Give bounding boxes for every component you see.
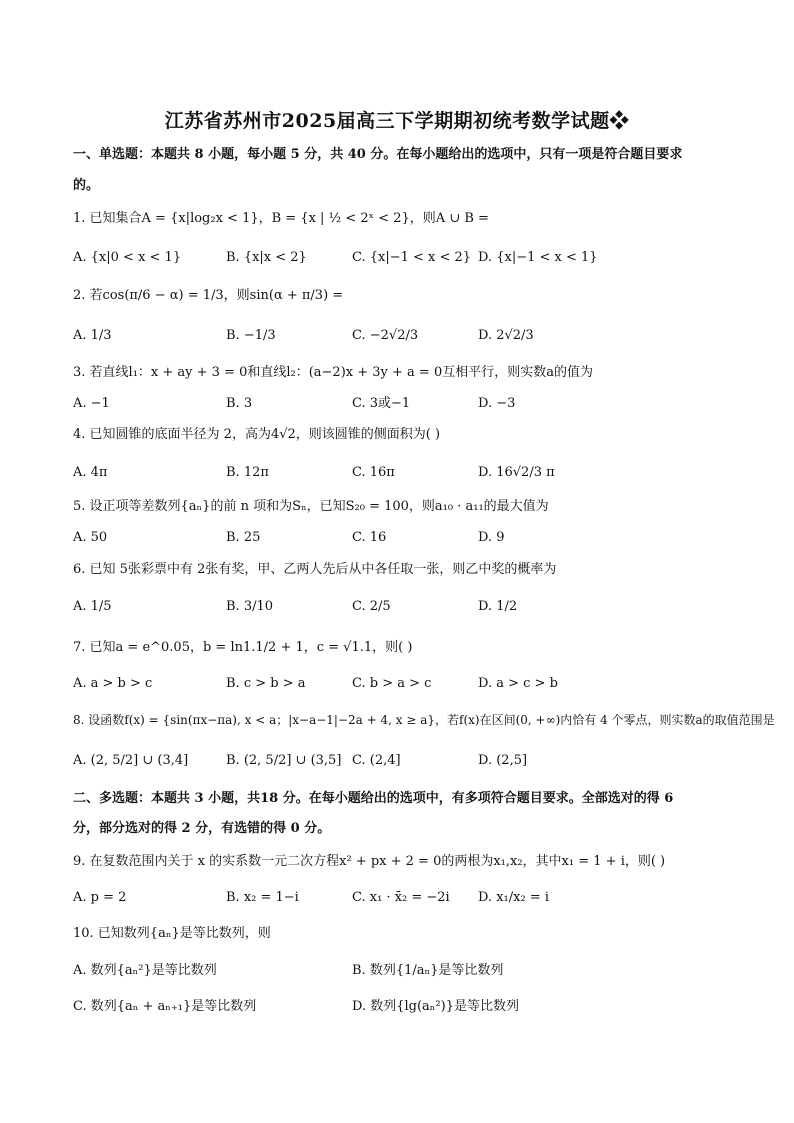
question-5-option-d: D. 9 [478,530,505,545]
section1-heading-line1: 一、单选题：本题共 8 小题，每小题 5 分，共 40 分。在每小题给出的选项中，只有一项是符合题目要求 [73,147,683,162]
question-6-option-a: A. 1/5 [73,599,112,614]
question-4-option-c: C. 16π [352,465,395,480]
question-3-option-c: C. 3或−1 [352,396,411,411]
question-3-option-a: A. −1 [73,396,110,411]
question-9-option-a: A. p = 2 [73,890,127,905]
question-5-option-b: B. 25 [226,530,261,545]
question-6-option-c: C. 2/5 [352,599,391,614]
question-5-stem: 5. 设正项等差数列{aₙ}的前 n 项和为Sₙ，已知S₂₀ = 100，则a₁₀ · a₁₁的最大值为 [73,499,549,514]
question-9-stem: 9. 在复数范围内关于 x 的实系数一元二次方程x² + px + 2 = 0的两根为x₁,x₂，其中x₁ = 1 + i，则( ) [73,854,666,869]
question-1-stem: 1. 已知集合A = {x|log₂x < 1}，B = {x | ½ < 2ˣ < 2}，则A ∪ B = [73,211,489,226]
question-5-option-a: A. 50 [73,530,108,545]
question-7-option-d: D. a > c > b [478,676,558,691]
question-8-option-a: A. (2, 5/2] ∪ (3,4] [73,753,189,768]
question-6-stem: 6. 已知 5张彩票中有 2张有奖，甲、乙两人先后从中各任取一张，则乙中奖的概率为 [73,562,557,577]
question-8-stem: 8. 设函数f(x) = {sin(πx−πa), x < a；|x−a−1|−2a + 4, x ≥ a}，若f(x)在区间(0, +∞)内恰有 4 个零点，则实数a的取值范围是 [73,713,775,727]
question-3-option-d: D. −3 [478,396,516,411]
question-2-stem: 2. 若cos(π/6 − α) = 1/3，则sin(α + π/3) = [73,288,344,303]
question-2-option-c: C. −2√2/3 [352,328,419,343]
question-5-option-c: C. 16 [352,530,387,545]
question-4-option-b: B. 12π [226,465,269,480]
section1-heading-line2: 的。 [73,178,100,193]
question-4-option-a: A. 4π [73,465,108,480]
question-1-option-c: C. {x|−1 < x < 2} [352,250,472,265]
question-7-stem: 7. 已知a = e^0.05，b = ln1.1/2 + 1，c = √1.1，则( ) [73,640,413,655]
question-9-option-d: D. x₁/x₂ = i [478,890,550,905]
question-8-option-d: D. (2,5] [478,753,528,768]
question-1-option-a: A. {x|0 < x < 1} [73,250,182,265]
question-2-option-d: D. 2√2/3 [478,328,534,343]
question-7-option-a: A. a > b > c [73,676,153,691]
question-10-option-c: C. 数列{aₙ + aₙ₊₁}是等比数列 [73,999,257,1014]
question-4-stem: 4. 已知圆锥的底面半径为 2，高为4√2，则该圆锥的侧面积为( ) [73,427,441,442]
question-9-option-c: C. x₁ · x̄₂ = −2i [352,890,450,905]
section2-heading-line2: 分，部分选对的得 2 分，有选错的得 0 分。 [73,821,331,836]
question-7-option-b: B. c > b > a [226,676,306,691]
question-10-option-d: D. 数列{lg(aₙ²)}是等比数列 [352,999,519,1014]
exam-title: 江苏省苏州市2025届高三下学期期初统考数学试题❖ [164,110,630,132]
question-8-option-c: C. (2,4] [352,753,401,768]
question-7-option-c: C. b > a > c [352,676,432,691]
question-4-option-d: D. 16√2/3 π [478,465,555,480]
section2-heading-line1: 二、多选题：本题共 3 小题，共18 分。在每小题给出的选项中，有多项符合题目要求。全部选对的得 6 [73,791,674,806]
question-10-stem: 10. 已知数列{aₙ}是等比数列，则 [73,926,271,941]
question-2-option-a: A. 1/3 [73,328,112,343]
question-6-option-d: D. 1/2 [478,599,518,614]
question-3-option-b: B. 3 [226,396,253,411]
question-9-option-b: B. x₂ = 1−i [226,890,299,905]
question-10-option-b: B. 数列{1/aₙ}是等比数列 [352,963,504,978]
question-10-option-a: A. 数列{aₙ²}是等比数列 [73,963,217,978]
question-1-option-b: B. {x|x < 2} [226,250,307,265]
question-1-option-d: D. {x|−1 < x < 1} [478,250,598,265]
question-3-stem: 3. 若直线l₁：x + ay + 3 = 0和直线l₂：(a−2)x + 3y + a = 0互相平行，则实数a的值为 [73,365,593,380]
question-2-option-b: B. −1/3 [226,328,276,343]
question-8-option-b: B. (2, 5/2] ∪ (3,5] [226,753,342,768]
question-6-option-b: B. 3/10 [226,599,274,614]
